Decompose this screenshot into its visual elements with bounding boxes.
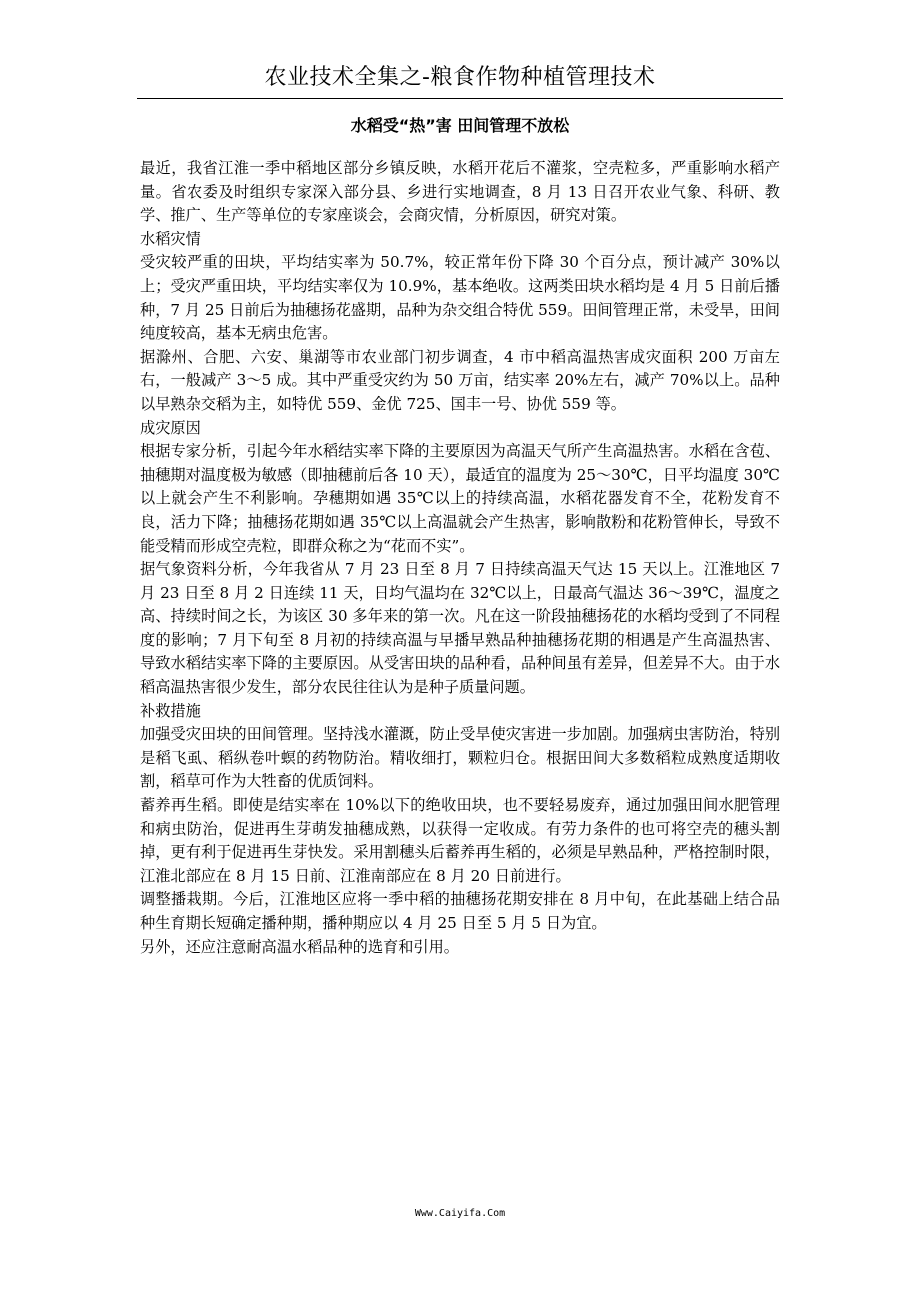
paragraph: 蓄养再生稻。即使是结实率在 10%以下的绝收田块，也不要轻易废弃，通过加强田间水肥管理和病虫防治，促进再生芽萌发抽穗成熟，以获得一定收成。有劳力条件的也可将空壳的穗头割掉，更有利于促进再生芽快发。采用割穗头后蓄养再生稻的，必须是早熟品种，严格控制时限，江淮北部应在 8 月 15 日前、江淮南部应在 8 月 20 日前进行。 [140,796,780,885]
footer-url: Www.Caiyifa.Com [414,1208,506,1219]
section-heading-remedies: 补救措施 [140,701,201,720]
section-heading-causes: 成灾原因 [140,418,201,437]
paragraph: 根据专家分析，引起今年水稻结实率下降的主要原因为高温天气所产生高温热害。水稻在含苞、抽穗期对温度极为敏感（即抽穗前后各 10 天），最适宜的温度为 25～30℃，日平均温度 30℃以上就会产生不利影响。孕穗期如遇 35℃以上的持续高温，水稻花器发育不全，花粉发育不良，活力下降；抽穗扬花期如遇 35℃以上高温就会产生热害，影响散粉和花粉管伸长，导致不能受精而形成空壳粒，即群众称之为“花而不实”。 [140,442,780,555]
article-title: 水稻受“热”害 田间管理不放松 [350,116,570,135]
paragraph: 另外，还应注意耐高温水稻品种的选育和引用。 [140,937,459,956]
paragraph: 加强受灾田块的田间管理。坚持浅水灌溉，防止受旱使灾害进一步加剧。加强病虫害防治，特别是稻飞虱、稻纵卷叶螟的药物防治。精收细打，颗粒归仓。根据田间大多数稻粒成熟度适期收割，稻草可作为大牲畜的优质饲料。 [140,725,780,791]
header-title: 农业技术全集之-粮食作物种植管理技术 [264,65,656,90]
paragraph: 据气象资料分析，今年我省从 7 月 23 日至 8 月 7 日持续高温天气达 15 天以上。江淮地区 7 月 23 日至 8 月 2 日连续 11 天，日均气温均在 32℃以上，日最高气温达 36～39℃，温度之高、持续时间之长，为该区 30 多年来的第一次。凡在这一阶段抽穗扬花的水稻均受到了不同程度的影响；7 月下旬至 8 月初的持续高温与早播早熟品种抽穗扬花期的相遇是产生高温热害、导致水稻结实率下降的主要原因。从受害田块的品种看，品种间虽有差异，但差异不大。由于水稻高温热害很少发生，部分农民往往认为是种子质量问题。 [140,560,780,697]
paragraph: 据滁州、合肥、六安、巢湖等市农业部门初步调查，4 市中稻高温热害成灾面积 200 万亩左右，一般减产 3～5 成。其中严重受灾约为 50 万亩，结实率 20%左右，减产 70%以上。品种以早熟杂交稻为主，如特优 559、金优 725、国丰一号、协优 559 等。 [140,347,780,413]
paragraph: 调整播栽期。今后，江淮地区应将一季中稻的抽穗扬花期安排在 8 月中旬，在此基础上结合品种生育期长短确定播种期，播种期应以 4 月 25 日至 5 月 5 日为宜。 [140,890,780,932]
section-heading-disaster: 水稻灾情 [140,229,201,248]
intro-paragraph: 最近，我省江淮一季中稻地区部分乡镇反映，水稻开花后不灌浆，空壳粒多，严重影响水稻产量。省农委及时组织专家深入部分县、乡进行实地调查，8 月 13 日召开农业气象、科研、教学、推广、生产等单位的专家座谈会，会商灾情，分析原因，研究对策。 [140,159,780,225]
article-body [140,157,780,959]
page-header [137,62,783,99]
paragraph: 受灾较严重的田块，平均结实率为 50.7%，较正常年份下降 30 个百分点，预计减产 30%以上；受灾严重田块，平均结实率仅为 10.9%，基本绝收。这两类田块水稻均是 4 月 5 日前后播种，7 月 25 日前后为抽穗扬花盛期，品种为杂交组合特优 559。田间管理正常，未受旱，田间纯度较高，基本无病虫危害。 [140,253,780,343]
